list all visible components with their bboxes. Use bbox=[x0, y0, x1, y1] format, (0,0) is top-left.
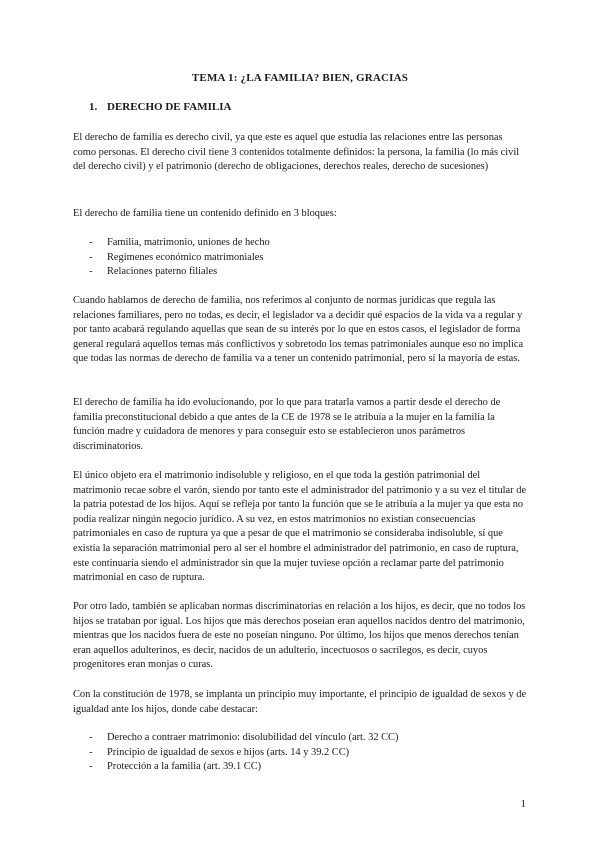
dash-bullet: - bbox=[89, 746, 93, 758]
section-title: DERECHO DE FAMILIA bbox=[107, 101, 232, 113]
list-item-text: Familia, matrimonio, uniones de hecho bbox=[107, 237, 270, 248]
document-title: TEMA 1: ¿LA FAMILIA? BIEN, GRACIAS bbox=[191, 72, 409, 84]
dash-bullet: - bbox=[89, 266, 93, 278]
list-item-text: Relaciones paterno filiales bbox=[107, 266, 218, 278]
list-item-text: Protección a la familia (art. 39.1 CC) bbox=[107, 761, 262, 773]
paragraph-definition: Cuando hablamos de derecho de familia, nos referimos al conjunto de normas jurídicas que regula las relaciones familiares, pero no todas, es decir, el legislador va a decidir qué espacios de la vida va a regular y por tanto acabará regulando aquellas que sean de su interés por lo que en estos casos, el legislador de forma general regulará aquellos temas más conflictivos y sobretodo los temas patrimoniales aunque eso no implica que todas las normas de derecho de familia va a tener un contenido patrimonial, pero sí la mayoría de estas. bbox=[73, 295, 524, 365]
paragraph-constitution: Con la constitución de 1978, se implanta un principio muy importante, el principio de igualdad de sexos y de igualdad ante los hijos, donde cabe destacar: bbox=[73, 689, 527, 715]
list-item-text: Principio de igualdad de sexos e hijos (arts. 14 y 39.2 CC) bbox=[107, 746, 350, 758]
dash-bullet: - bbox=[89, 237, 93, 248]
section-heading bbox=[89, 101, 231, 113]
list-item-text: Derecho a contraer matrimonio: disolubilidad del vínculo (art. 32 CC) bbox=[107, 732, 399, 743]
page-number: 1 bbox=[520, 798, 526, 810]
list-item bbox=[89, 731, 398, 746]
paragraph-evolution: El derecho de familia ha ido evolucionando, por lo que para tratarla vamos a partir desde el derecho de familia preconstitucional debido a que antes de la CE de 1978 se le atribuía a la mujer en la familia la función madre y cuidadora de menores y para conseguir esto se establecieron unos parámetros discriminatorios. bbox=[73, 397, 501, 452]
list-item bbox=[89, 251, 270, 266]
paragraph-intro: El derecho de familia es derecho civil, ya que este es aquel que estudia las relaciones entre las personas como personas. El derecho civil tiene 3 contenidos totalmente definidos: la persona, la familia (lo más civil del derecho civil) y el patrimonio (derecho de obligaciones, derechos reales, derecho de sucesiones) bbox=[73, 132, 520, 173]
list-item bbox=[89, 746, 398, 761]
paragraph-marriage: El único objeto era el matrimonio indisoluble y religioso, en el que toda la gestión patrimonial del matrimonio recae sobre el varón, siendo por tanto este el administrador del patrimonio y a su vez el titular de la patria potestad de los hijos. Aquí se refleja por tanto la función que se le atribuía a la mujer ya que esta no podía realizar ningún negocio jurídico. A su vez, en estos matrimonios no existían consecuencias patrimoniales en caso de ruptura ya que a pesar de que el matrimonio se consideraba indisoluble, sí que existía la separación matrimonial pero al ser el hombre el administrador del patrimonio, en caso de ruptura, este continuaría siendo el administrador sin que la mujer tuviese opción a reclamar parte del patrimonio matrimonial en caso de ruptura. bbox=[73, 470, 527, 584]
dash-bullet: - bbox=[89, 251, 93, 263]
list-item-text: Regímenes económico matrimoniales bbox=[107, 251, 264, 263]
paragraph-children: Por otro lado, también se aplicaban normas discriminatorias en relación a los hijos, es decir, que no todos los hijos se trataban por igual. Los hijos que más derechos poseían eran aquellos nacidos dentro del matrimonio, mientras que los nacidos fuera de este no poseían ninguno. Por último, los hijos que menos derechos tenían eran aquellos adulterinos, es decir, nacidos de un adulterio, incectuosos o sacrílegos, es decir, cuyos progenitores eran monjas o curas. bbox=[73, 601, 526, 671]
section-number: 1. bbox=[89, 101, 98, 113]
dash-bullet: - bbox=[89, 761, 93, 773]
list-item bbox=[89, 265, 270, 280]
paragraph-blocks-intro: El derecho de familia tiene un contenido definido en 3 bloques: bbox=[73, 208, 337, 219]
list-item bbox=[89, 760, 398, 775]
dash-bullet: - bbox=[89, 732, 93, 743]
list-principles bbox=[89, 731, 398, 775]
list-item bbox=[89, 236, 270, 251]
list-blocks bbox=[89, 236, 270, 280]
